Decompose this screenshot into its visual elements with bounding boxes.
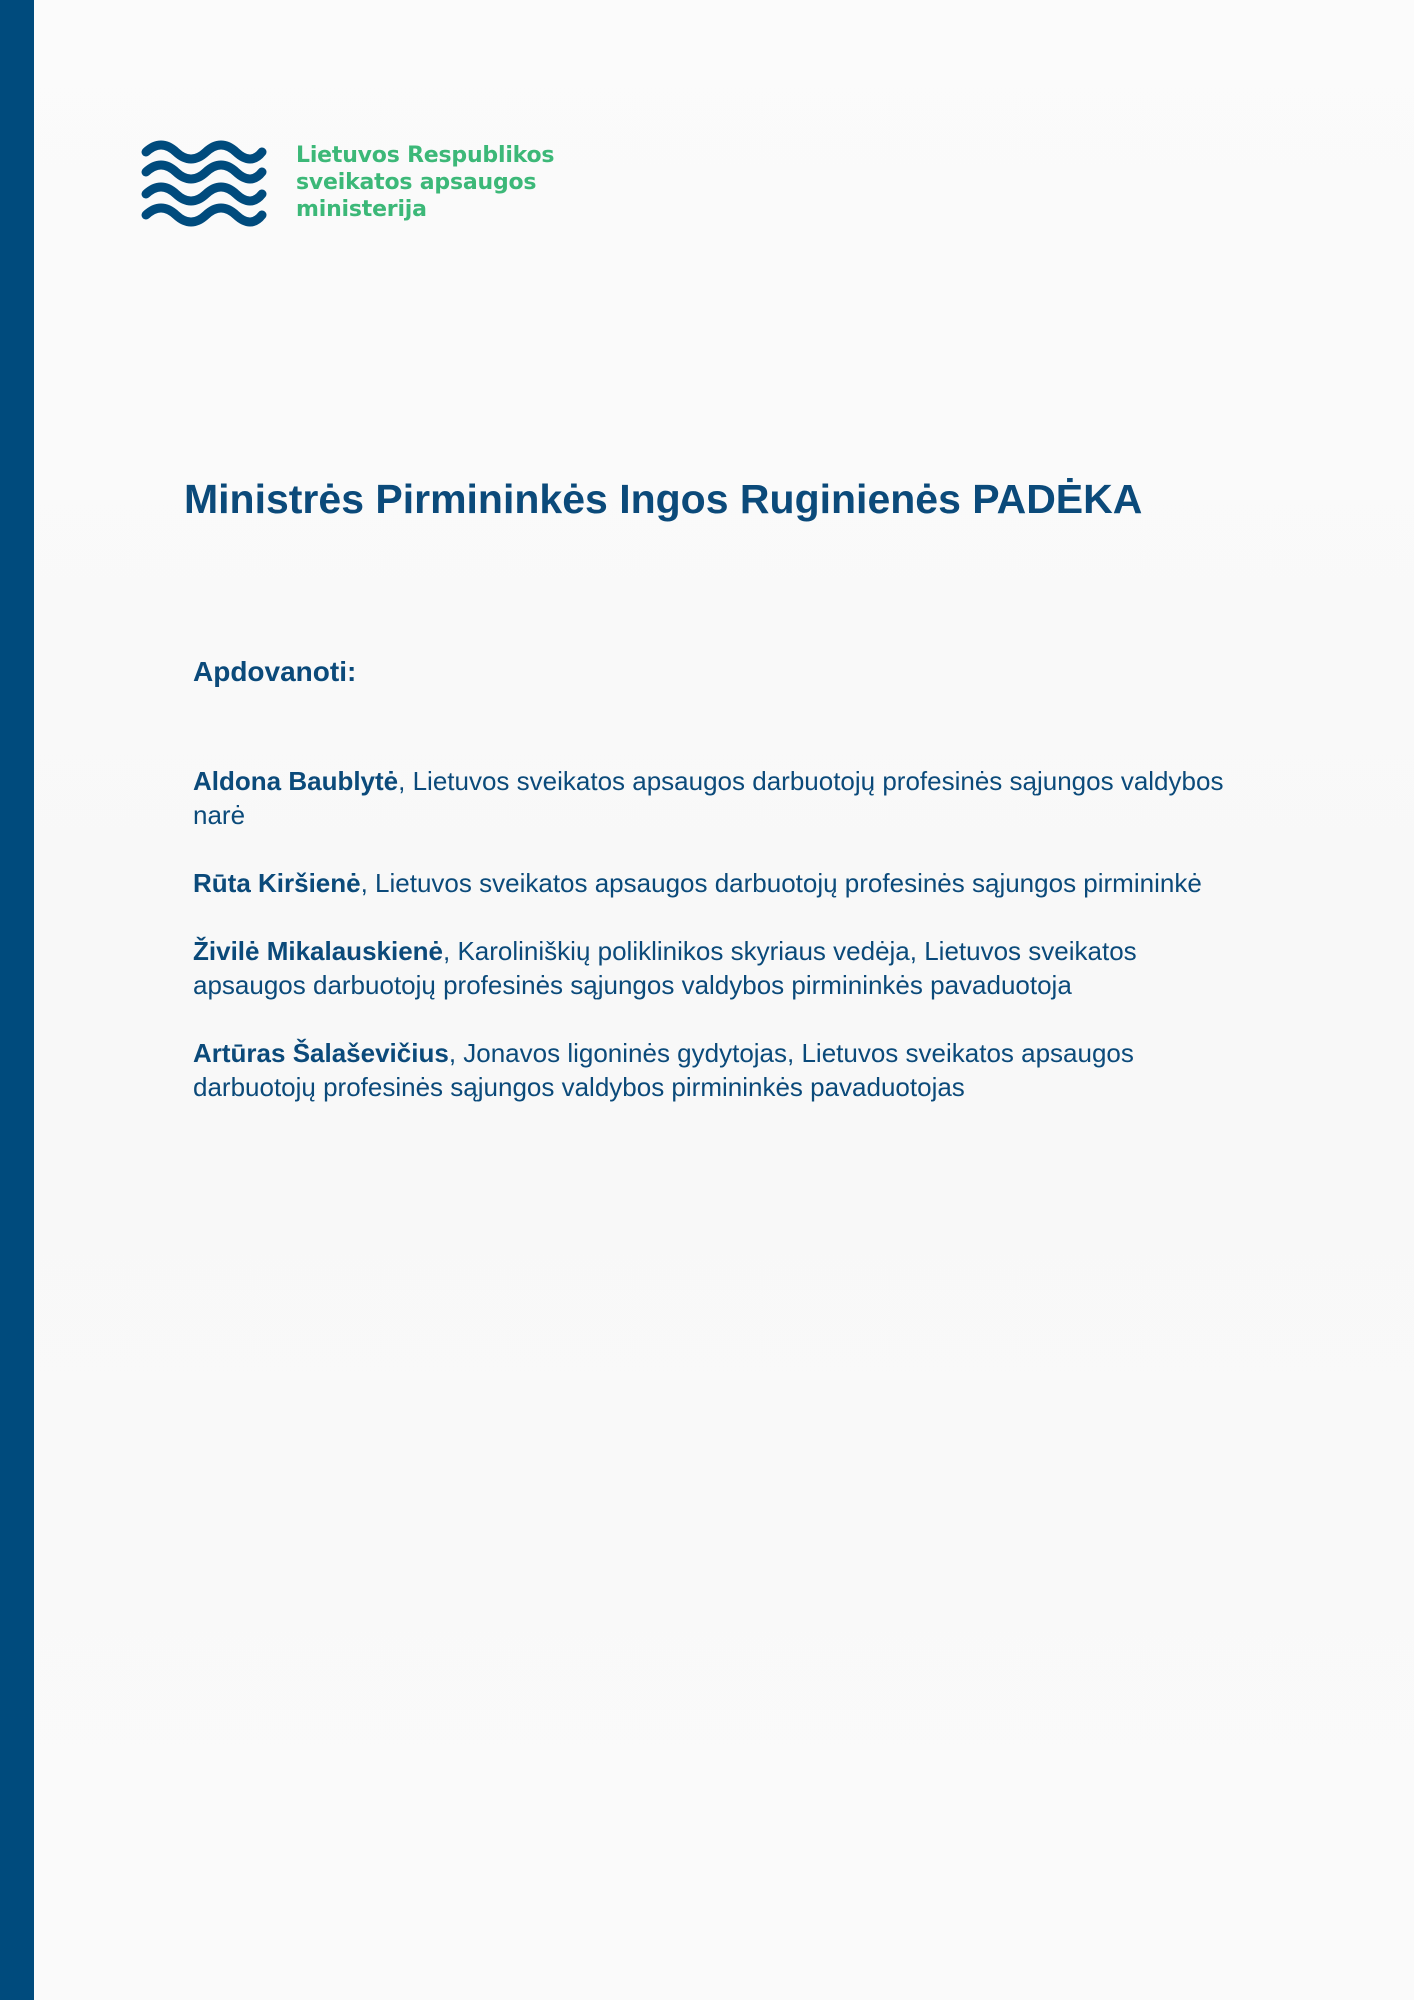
awardee-item xyxy=(193,934,1243,1002)
awardee-item xyxy=(193,866,1243,900)
awardee-item xyxy=(193,764,1243,832)
ministry-name xyxy=(296,142,554,223)
ministry-name-line-1: Lietuvos Respublikos xyxy=(296,143,555,168)
awardees-heading: Apdovanoti: xyxy=(193,656,357,687)
left-accent-bar xyxy=(0,0,34,2000)
awardee-list xyxy=(193,764,1243,1138)
ministry-logo xyxy=(140,138,560,238)
awardee-item xyxy=(193,1036,1243,1104)
awardee-name: Artūras Šalaševičius xyxy=(193,1038,449,1068)
document-title: Ministrės Pirmininkės Ingos Ruginienės PADĖKA xyxy=(184,476,1143,522)
awardee-description: , Jonavos ligoninės gydytojas, Lietuvos sveikatos apsaugos darbuotojų profesinės sąjungos valdybos pirmininkės pavaduotojas xyxy=(193,1038,1134,1102)
awardee-description: , Karoliniškių poliklinikos skyriaus vedėja, Lietuvos sveikatos apsaugos darbuotojų profesinės sąjungos valdybos pirmininkės pavaduotoja xyxy=(193,936,1137,1000)
awardee-description: , Lietuvos sveikatos apsaugos darbuotojų profesinės sąjungos pirmininkė xyxy=(360,868,1202,898)
awardee-name: Aldona Baublytė xyxy=(193,766,399,796)
woven-wave-logo-icon xyxy=(140,138,268,230)
awardee-name: Živilė Mikalauskienė xyxy=(193,936,444,966)
ministry-name-line-2: sveikatos apsaugos xyxy=(296,170,537,195)
awardee-name: Rūta Kiršienė xyxy=(193,868,361,898)
ministry-name-line-3: ministerija xyxy=(296,197,427,222)
awardee-description: , Lietuvos sveikatos apsaugos darbuotojų profesinės sąjungos valdybos narė xyxy=(193,766,1224,830)
